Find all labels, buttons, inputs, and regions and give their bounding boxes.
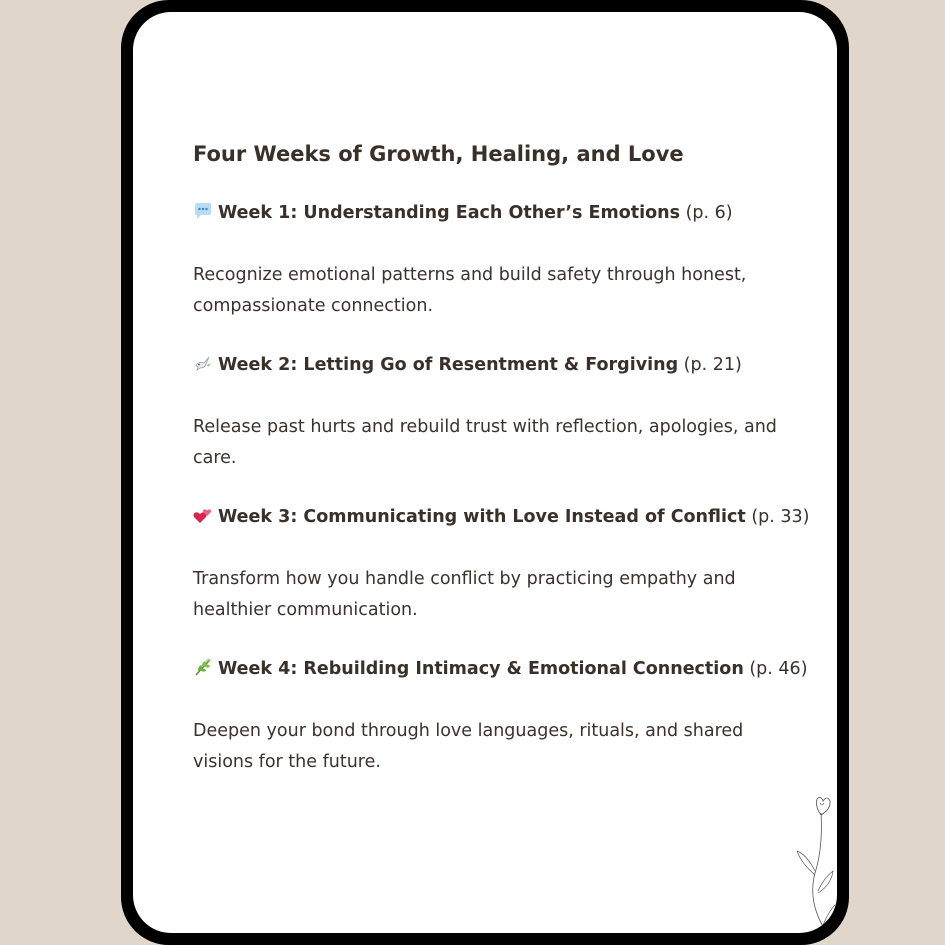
dove-icon bbox=[193, 353, 213, 373]
herb-icon bbox=[193, 657, 213, 677]
week-4-label: Week 4: Rebuilding Intimacy & Emotional Connection bbox=[218, 659, 744, 679]
week-3-page: (p. 33) bbox=[751, 507, 810, 527]
week-3-heading bbox=[193, 504, 810, 530]
week-2-description: Release past hurts and rebuild trust with reflection, apologies, and care. bbox=[193, 417, 777, 468]
flower-illustration bbox=[797, 793, 837, 933]
speech-bubble-icon bbox=[193, 201, 213, 221]
document-content bbox=[193, 138, 810, 808]
week-1-label: Week 1: Understanding Each Other’s Emotions bbox=[218, 203, 681, 223]
week-1-description: Recognize emotional patterns and build safety through honest, compassionate connection. bbox=[193, 265, 747, 316]
week-3-label: Week 3: Communicating with Love Instead of Conflict bbox=[218, 507, 746, 527]
week-2-page: (p. 21) bbox=[683, 355, 742, 375]
week-4-heading bbox=[193, 656, 808, 682]
week-4-description: Deepen your bond through love languages, rituals, and shared visions for the future. bbox=[193, 721, 744, 772]
tablet-screen bbox=[133, 12, 837, 933]
week-3-description: Transform how you handle conflict by practicing empathy and healthier communication. bbox=[193, 569, 736, 620]
two-hearts-icon bbox=[193, 505, 213, 525]
page-title: Four Weeks of Growth, Healing, and Love bbox=[193, 142, 684, 166]
week-4-page: (p. 46) bbox=[749, 659, 808, 679]
week-2-heading bbox=[193, 352, 783, 378]
week-1-heading bbox=[193, 200, 783, 226]
week-1-page: (p. 6) bbox=[685, 203, 733, 223]
week-2-label: Week 2: Letting Go of Resentment & Forgiving bbox=[218, 355, 679, 375]
tablet-frame bbox=[121, 0, 849, 945]
